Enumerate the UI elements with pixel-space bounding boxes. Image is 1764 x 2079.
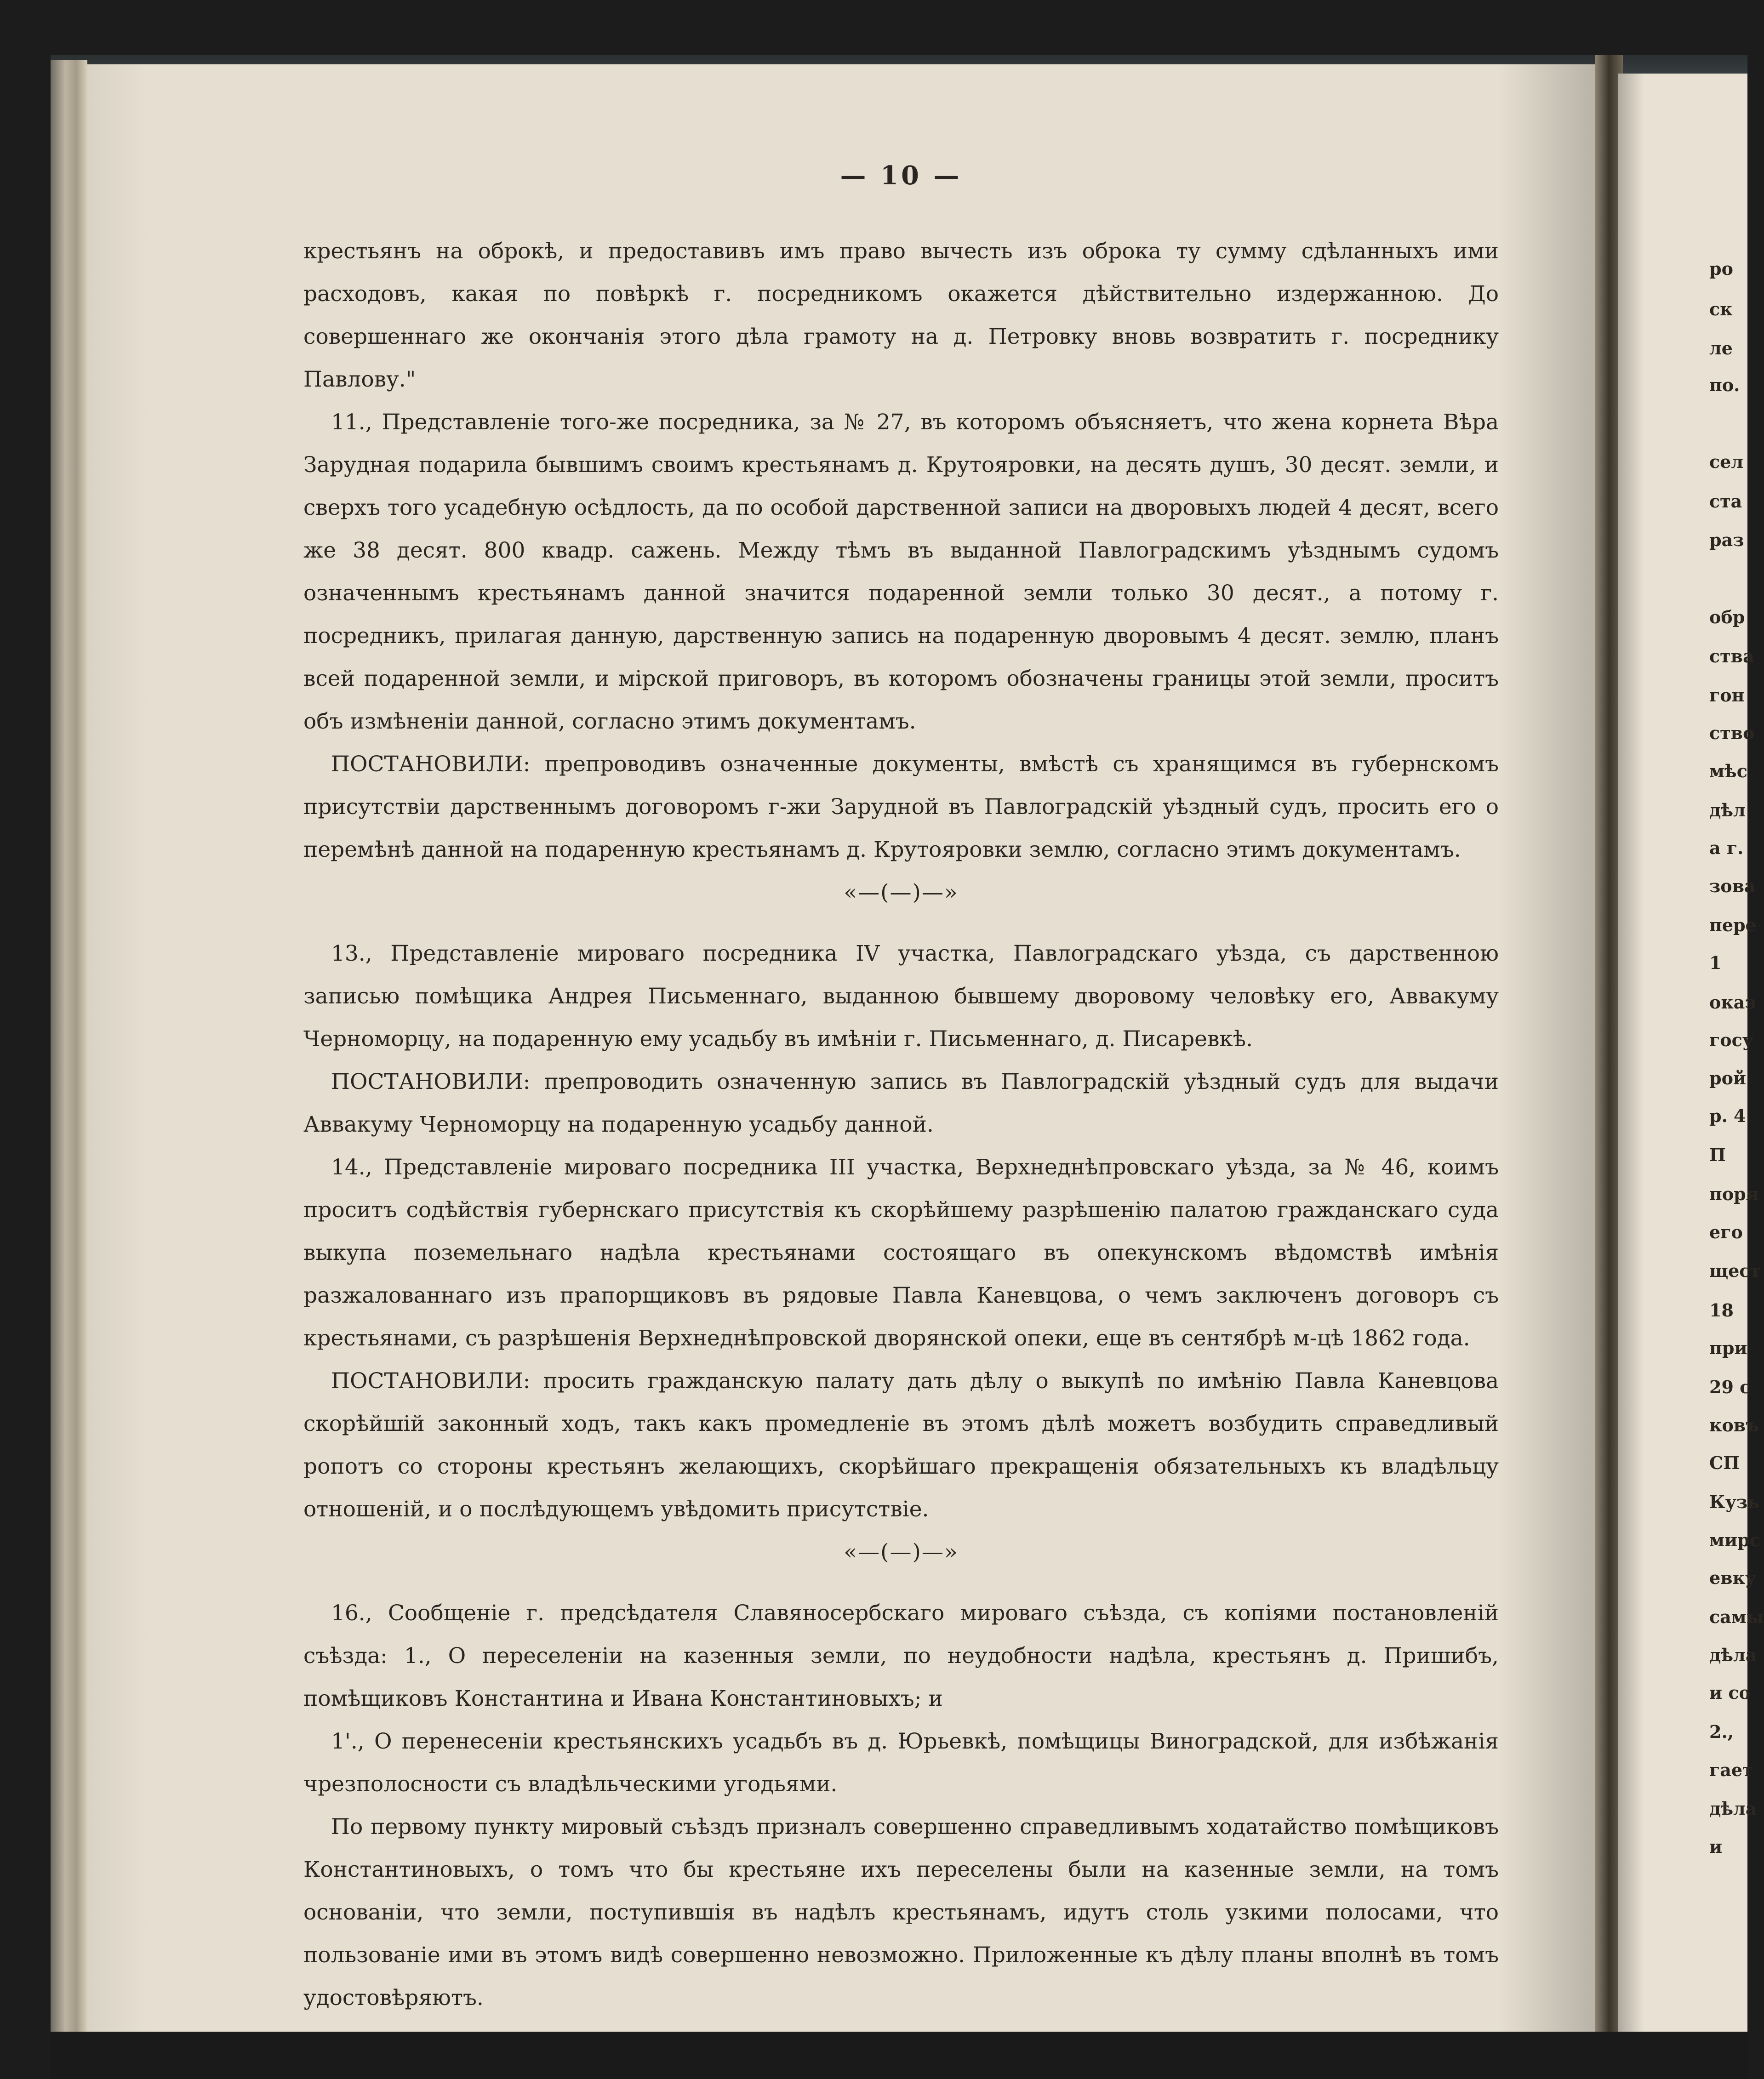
paragraph-item-16: 16., Сообщеніе г. предсѣдателя Славяносербскаго мироваго съѣзда, съ копіями постановленій съѣзда: 1., О переселеніи на казенныя земли, по неудобности надѣла, крестьянъ д. Пришибъ, помѣщиковъ Константина и Ивана Константиновыхъ; и xyxy=(303,1601,1499,1711)
right-page-fragment: его xyxy=(1709,1222,1743,1242)
paragraph-continuation: крестьянъ на оброкѣ, и предоставивъ имъ право вычесть изъ оброка ту сумму сдѣланныхъ ими расходовъ, какая по повѣркѣ г. посредникомъ окажется дѣйствительно издержанною. До совершеннаго же окончанія этого дѣла грамоту на д. Петровку вновь возвратить г. посреднику Павлову." xyxy=(303,239,1499,392)
resolution-paragraph: ПОСТАНОВИЛИ: препроводивъ означенные документы, вмѣстѣ съ хранящимся въ губернскомъ присутствіи дарственнымъ договоромъ г-жи Зарудной въ Павлоградскій уѣздный судъ, просить его о перемѣнѣ данной на подаренную крестьянамъ д. Крутояровки землю, согласно этимъ документамъ. xyxy=(303,752,1499,862)
right-page-fragment: пере xyxy=(1709,915,1757,935)
section-separator: «—(—)—» xyxy=(844,1539,959,1565)
paragraph-first-point: По первому пункту мировый съѣздъ призналъ совершенно справедливымъ ходатайство помѣщиковъ Константиновыхъ, о томъ что бы крестьяне ихъ переселены были на казенные земли, на томъ основаніи, что земли, поступившія въ надѣлъ крестьянамъ, идутъ столь узкими полосами, что пользованіе ими въ этомъ видѣ совершенно невозможно. Приложенные къ дѣлу планы вполнѣ въ томъ удостовѣряютъ. xyxy=(303,1814,1499,2011)
resolution-paragraph: ПОСТАНОВИЛИ: препроводить означенную запись въ Павлоградскій уѣздный судъ для выдачи Аввакуму Черноморцу на подаренную усадьбу данной. xyxy=(303,1069,1499,1137)
right-page-fragment: мирс xyxy=(1709,1530,1760,1550)
section-separator: «—(—)—» xyxy=(844,880,959,905)
right-page-fragment: обр xyxy=(1709,607,1745,627)
right-page-fragment: по. xyxy=(1709,375,1740,395)
right-page-fragment: рой xyxy=(1709,1068,1747,1088)
right-page-fragment: при xyxy=(1709,1338,1747,1358)
right-page-fragment: ле xyxy=(1709,338,1733,359)
right-page-fragment: дѣл xyxy=(1709,800,1746,820)
right-page-fragment: р. 4 xyxy=(1709,1105,1746,1126)
right-page-fragment: П xyxy=(1709,1145,1726,1165)
right-page-fragment: ства xyxy=(1709,646,1754,666)
right-page-fragment: раз xyxy=(1709,530,1744,550)
paragraph-item-11: 11., Представленіе того-же посредника, за № 27, въ которомъ объясняетъ, что жена корнета Вѣра Зарудная подарила бывшимъ своимъ крестьянамъ д. Крутояровки, на десять душъ, 30 десят. земли, и сверхъ того усадебную осѣдлость, да по особой дарственной записи на дворовыхъ людей 4 десят, всего же 38 десят. 800 квадр. сажень. Между тѣмъ въ выданной Павлоградскимъ уѣзднымъ судомъ означеннымъ крестьянамъ данной значится подаренной земли только 30 десят., а потому г. посредникъ, прилагая данную, дарственную запись на подаренную дворовымъ 4 десят. землю, планъ всей подаренной земли, и мірской приговоръ, въ которомъ обозначены границы этой земли, проситъ объ измѣненіи данной, согласно этимъ документамъ. xyxy=(303,410,1499,734)
right-page-fragment: щест xyxy=(1709,1260,1761,1281)
right-page-fragment: мѣс xyxy=(1709,761,1747,781)
right-page-fragment: евку xyxy=(1709,1567,1757,1588)
paragraph-subitem: 1'., О перенесеніи крестьянскихъ усадьбъ въ д. Юрьевкѣ, помѣщицы Виноградской, для избѣжанія чрезполосности съ владѣльческими угодьями. xyxy=(303,1729,1499,1797)
right-page-fragment: сел xyxy=(1709,451,1744,472)
right-page-fragment: гон xyxy=(1709,685,1745,706)
right-page-fragment: зова xyxy=(1709,876,1756,896)
right-page-fragment: поря xyxy=(1709,1184,1759,1204)
right-page xyxy=(1618,74,1764,2041)
right-page-fragment: дѣла xyxy=(1709,1645,1757,1665)
right-page-fragment: ро xyxy=(1709,258,1733,279)
right-page-fragment: СП xyxy=(1709,1452,1740,1473)
right-page-fragment: ста xyxy=(1709,491,1742,512)
right-page-fragment: Кузь xyxy=(1709,1492,1759,1512)
right-page-fragment: и со xyxy=(1709,1682,1751,1703)
right-page-fragment: а г. xyxy=(1709,837,1744,858)
page-number: — 10 — xyxy=(840,160,962,191)
right-page-fragment: 29 с xyxy=(1709,1377,1751,1397)
right-page-fragment: оказ xyxy=(1709,992,1756,1013)
paragraph-item-14: 14., Представленіе мироваго посредника III участка, Верхнеднѣпровскаго уѣзда, за № 46, коимъ проситъ содѣйствія губернскаго присутствія къ скорѣйшему разрѣшенію палатою гражданскаго суда выкупа поземельнаго надѣла крестьянами состоящаго въ опекунскомъ вѣдомствѣ имѣнія разжалованнаго изъ прапорщиковъ въ рядовые Павла Каневцова, о чемъ заключенъ договоръ съ крестьянами, съ разрѣшенія Верхнеднѣпровской дворянской опеки, еще въ сентябрѣ м-цѣ 1862 года. xyxy=(303,1155,1499,1351)
right-page-fragment: 2., xyxy=(1709,1721,1734,1742)
resolution-paragraph: ПОСТАНОВИЛИ: просить гражданскую палату дать дѣлу о выкупѣ по имѣнію Павла Каневцова скорѣйшій законный ходъ, такъ какъ промедленіе въ этомъ дѣлѣ можетъ возбудить справедливый ропотъ со стороны крестьянъ желающихъ, скорѣйшаго прекращенія обязательныхъ къ владѣльцу отношеній, и о послѣдующемъ увѣдомить присутствіе. xyxy=(303,1368,1499,1522)
right-page-fragment: дѣла xyxy=(1709,1798,1757,1819)
right-page-fragment: ковъ xyxy=(1709,1415,1759,1435)
right-page-fragment: ство xyxy=(1709,723,1755,743)
page-text xyxy=(303,156,1499,2019)
right-page-fragment: госу xyxy=(1709,1030,1754,1050)
right-page-fragment: 1 xyxy=(1709,952,1722,973)
right-page-fragment: гает xyxy=(1709,1760,1753,1780)
right-page-fragment: и xyxy=(1709,1836,1723,1857)
right-page-fragment: 18 xyxy=(1709,1300,1734,1321)
right-page-fragment: ск xyxy=(1709,299,1733,319)
book-bottom-shadow xyxy=(51,2032,1747,2079)
book-page-edges xyxy=(51,60,87,2032)
right-page-fragment: самы xyxy=(1709,1606,1764,1627)
paragraph-item-13: 13., Представленіе мироваго посредника IV участка, Павлоградскаго уѣзда, съ дарственною записью помѣщика Андрея Письменнаго, выданною бывшему дворовому человѣку его, Аввакуму Черноморцу, на подаренную ему усадьбу въ имѣніи г. Письменнаго, д. Писаревкѣ. xyxy=(303,941,1499,1052)
